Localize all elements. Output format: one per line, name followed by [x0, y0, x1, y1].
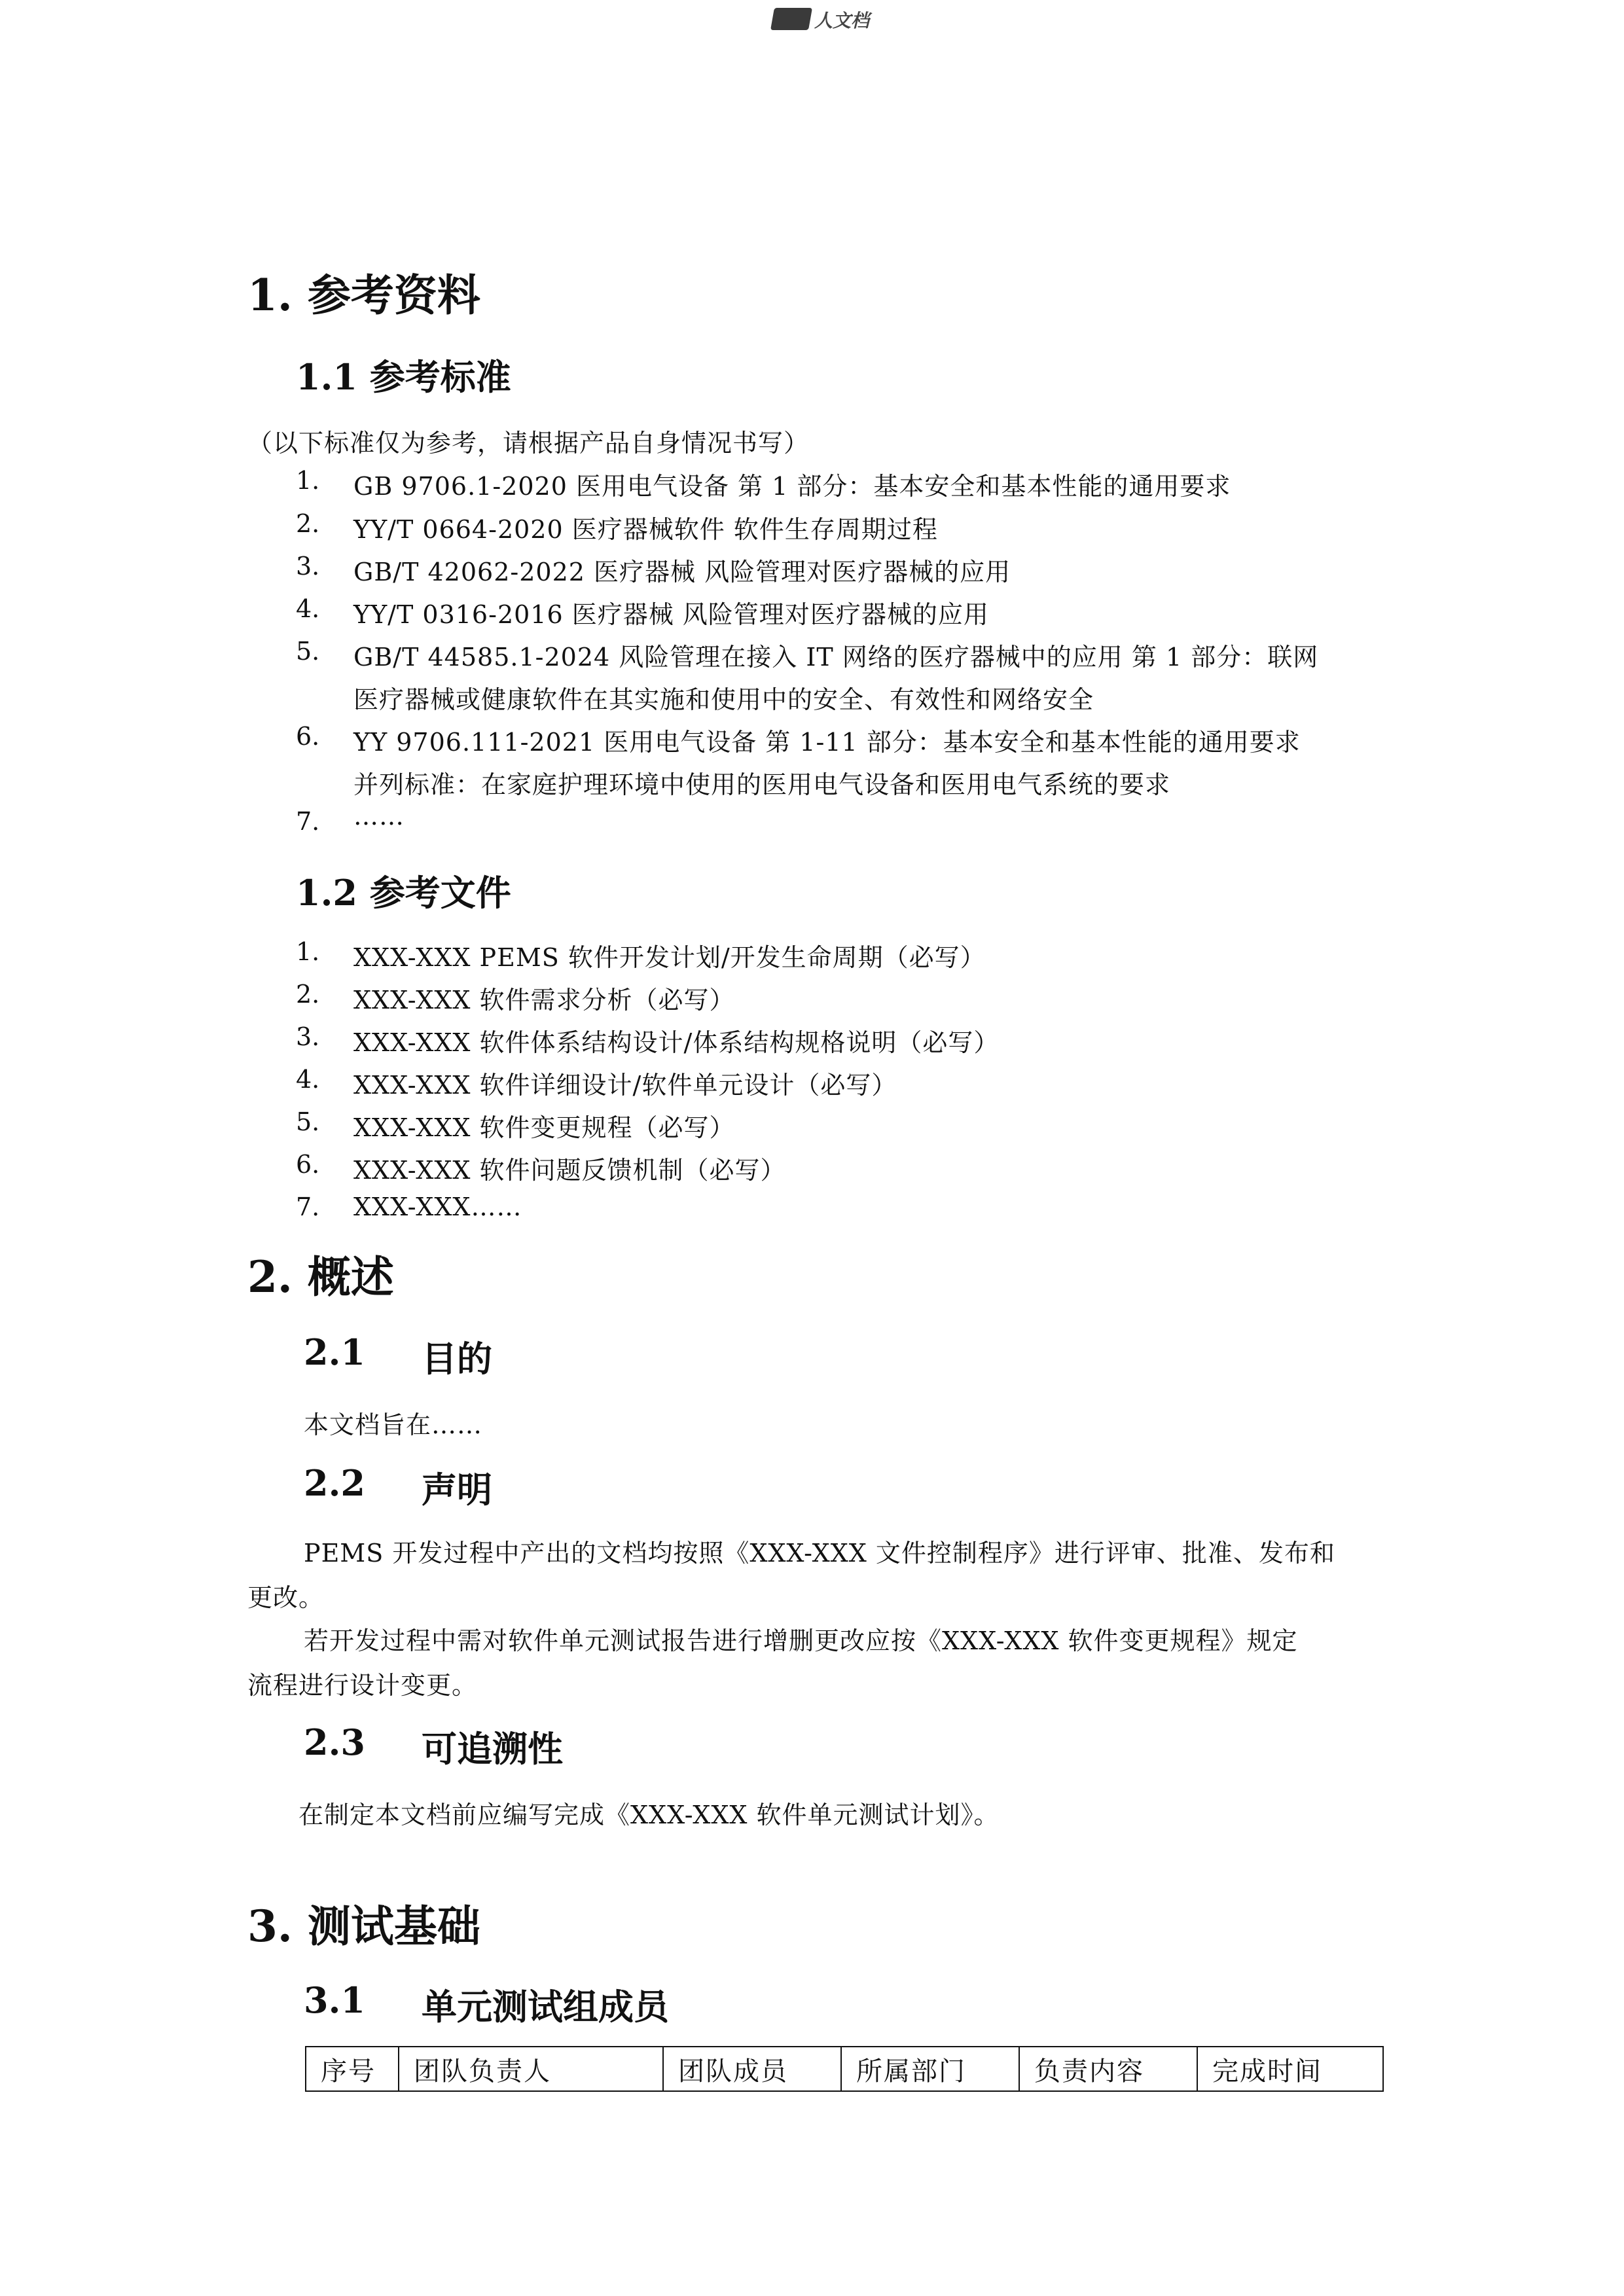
table-header-cell: 完成时间	[1197, 2047, 1383, 2091]
section-2-1-number: 2.1	[304, 1331, 365, 1373]
list-item-number: 3.	[296, 1022, 320, 1051]
list-item-number: 1.	[296, 937, 320, 966]
standard-item-continuation: 医疗器械或健康软件在其实施和使用中的安全、有效性和网络安全	[353, 685, 1094, 714]
reference-file-item: XXX-XXX……	[353, 1193, 522, 1221]
section-2-3-number: 2.3	[304, 1721, 365, 1763]
reference-file-item: XXX-XXX 软件需求分析（必写）	[353, 986, 735, 1014]
list-item-number: 5.	[296, 1107, 320, 1136]
standard-item: GB 9706.1-2020 医用电气设备 第 1 部分：基本安全和基本性能的通用要求	[353, 472, 1231, 501]
reference-file-item: XXX-XXX 软件变更规程（必写）	[353, 1113, 735, 1142]
declaration-para-2-line-2: 流程进行设计变更。	[247, 1671, 478, 1700]
table-header-row	[306, 2047, 1383, 2091]
watermark-logo	[770, 8, 812, 30]
table-header-cell: 所属部门	[841, 2047, 1019, 2091]
traceability-text: 在制定本文档前应编写完成《XXX-XXX 软件单元测试计划》。	[298, 1801, 1000, 1829]
standard-item: YY/T 0316-2016 医疗器械 风险管理对医疗器械的应用	[353, 600, 989, 629]
section-3-title: 3. 测试基础	[247, 1901, 480, 1952]
purpose-text: 本文档旨在……	[304, 1410, 483, 1439]
standard-item-continuation: 并列标准：在家庭护理环境中使用的医用电气设备和医用电气系统的要求	[353, 770, 1171, 799]
reference-file-item: XXX-XXX PEMS 软件开发计划/开发生命周期（必写）	[353, 943, 986, 972]
declaration-para-1-line-2: 更改。	[247, 1583, 325, 1612]
standard-item: YY 9706.111-2021 医用电气设备 第 1-11 部分：基本安全和基本性能的通用要求	[353, 728, 1301, 757]
section-2-2-number: 2.2	[304, 1462, 365, 1504]
list-item-number: 4.	[296, 594, 320, 623]
section-3-1-number: 3.1	[304, 1979, 365, 2021]
list-item-number: 6.	[296, 722, 320, 751]
declaration-para-1-line-1: PEMS 开发过程中产出的文档均按照《XXX-XXX 文件控制程序》进行评审、批准、发布和	[304, 1539, 1335, 1568]
list-item-number: 3.	[296, 552, 320, 581]
section-1-1-title: 1.1 参考标准	[296, 356, 511, 398]
watermark-text: 人文档	[814, 10, 870, 31]
list-item-number: 2.	[296, 509, 320, 538]
list-item-number: 7.	[296, 807, 320, 836]
section-2-1-title: 目的	[422, 1338, 492, 1380]
list-item-number: 4.	[296, 1065, 320, 1094]
section-2-3-title: 可追溯性	[422, 1728, 563, 1770]
list-item-number: 5.	[296, 637, 320, 666]
table-header-cell: 序号	[306, 2047, 399, 2091]
reference-file-item: XXX-XXX 软件详细设计/软件单元设计（必写）	[353, 1071, 897, 1100]
table-header-cell: 团队负责人	[399, 2047, 663, 2091]
standards-note: （以下标准仅为参考，请根据产品自身情况书写）	[247, 429, 810, 457]
reference-file-item: XXX-XXX 软件体系结构设计/体系结构规格说明（必写）	[353, 1028, 1000, 1057]
standard-item: ……	[353, 802, 405, 831]
list-item-number: 2.	[296, 980, 320, 1009]
section-3-1-title: 单元测试组成员	[422, 1986, 669, 2028]
reference-file-item: XXX-XXX 软件问题反馈机制（必写）	[353, 1156, 786, 1185]
standard-item: GB/T 44585.1-2024 风险管理在接入 IT 网络的医疗器械中的应用 第 1 部分：联网	[353, 643, 1319, 672]
section-2-2-title: 声明	[422, 1469, 492, 1511]
list-item-number: 7.	[296, 1193, 320, 1221]
standard-item: YY/T 0664-2020 医疗器械软件 软件生存周期过程	[353, 515, 938, 544]
list-item-number: 1.	[296, 466, 320, 495]
table-header-cell: 负责内容	[1019, 2047, 1197, 2091]
section-2-title: 2. 概述	[247, 1251, 394, 1302]
declaration-para-2-line-1: 若开发过程中需对软件单元测试报告进行增删更改应按《XXX-XXX 软件变更规程》规定	[304, 1626, 1298, 1655]
list-item-number: 6.	[296, 1150, 320, 1179]
table-header-cell: 团队成员	[663, 2047, 841, 2091]
section-1-title: 1. 参考资料	[247, 270, 480, 321]
standard-item: GB/T 42062-2022 医疗器械 风险管理对医疗器械的应用	[353, 558, 1011, 586]
section-1-2-title: 1.2 参考文件	[296, 872, 511, 914]
team-members-table	[305, 2046, 1384, 2092]
